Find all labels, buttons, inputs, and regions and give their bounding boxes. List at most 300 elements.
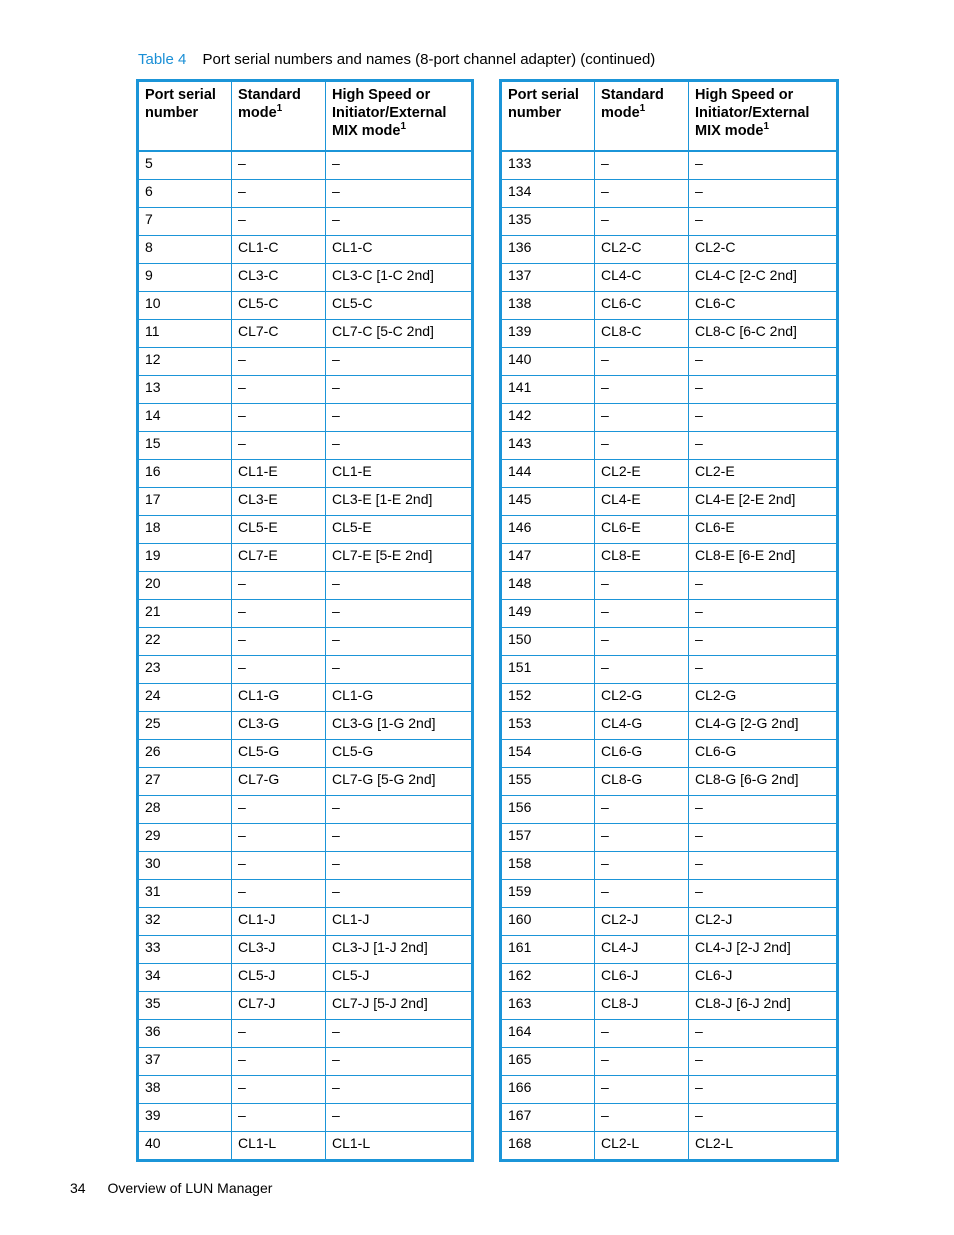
- cell-standard-mode: –: [595, 796, 689, 824]
- cell-high-speed-mode: CL2-L: [689, 1132, 838, 1161]
- cell-standard-mode: –: [232, 1104, 326, 1132]
- table-row: [138, 824, 473, 852]
- table-row: [138, 151, 473, 180]
- table-row: [138, 1076, 473, 1104]
- cell-port-serial: 136: [501, 236, 595, 264]
- table-row: [138, 656, 473, 684]
- cell-standard-mode: CL2-J: [595, 908, 689, 936]
- cell-port-serial: 149: [501, 600, 595, 628]
- cell-high-speed-mode: –: [689, 208, 838, 236]
- cell-high-speed-mode: –: [326, 796, 473, 824]
- table-row: [501, 544, 838, 572]
- cell-port-serial: 153: [501, 712, 595, 740]
- table-row: [138, 320, 473, 348]
- cell-port-serial: 168: [501, 1132, 595, 1161]
- table-row: [501, 1020, 838, 1048]
- table-row: [501, 684, 838, 712]
- table-row: [501, 348, 838, 376]
- cell-port-serial: 33: [138, 936, 232, 964]
- cell-standard-mode: –: [232, 376, 326, 404]
- cell-port-serial: 37: [138, 1048, 232, 1076]
- table-title: Port serial numbers and names (8-port channel adapter) (continued): [202, 51, 656, 68]
- cell-high-speed-mode: –: [326, 656, 473, 684]
- cell-standard-mode: CL7-E: [232, 544, 326, 572]
- header-port-serial: Port serial number: [138, 81, 232, 152]
- cell-high-speed-mode: –: [326, 180, 473, 208]
- header-standard-mode: Standard mode$^1$: [232, 81, 326, 152]
- cell-high-speed-mode: –: [689, 880, 838, 908]
- table-row: [501, 712, 838, 740]
- table-row: [138, 292, 473, 320]
- table-row: [138, 992, 473, 1020]
- cell-standard-mode: –: [595, 880, 689, 908]
- header-row: [501, 81, 838, 152]
- cell-standard-mode: –: [232, 628, 326, 656]
- cell-standard-mode: –: [232, 404, 326, 432]
- cell-port-serial: 137: [501, 264, 595, 292]
- cell-standard-mode: –: [595, 824, 689, 852]
- cell-standard-mode: –: [595, 600, 689, 628]
- table-row: [138, 180, 473, 208]
- cell-high-speed-mode: CL4-C [2-C 2nd]: [689, 264, 838, 292]
- table-row: [501, 908, 838, 936]
- cell-port-serial: 21: [138, 600, 232, 628]
- cell-port-serial: 10: [138, 292, 232, 320]
- cell-port-serial: 143: [501, 432, 595, 460]
- cell-port-serial: 161: [501, 936, 595, 964]
- cell-port-serial: 150: [501, 628, 595, 656]
- cell-port-serial: 13: [138, 376, 232, 404]
- cell-high-speed-mode: –: [326, 852, 473, 880]
- cell-high-speed-mode: –: [326, 1104, 473, 1132]
- cell-port-serial: 34: [138, 964, 232, 992]
- cell-standard-mode: CL3-C: [232, 264, 326, 292]
- cell-standard-mode: CL6-E: [595, 516, 689, 544]
- table-row: [501, 1104, 838, 1132]
- cell-high-speed-mode: –: [689, 1104, 838, 1132]
- cell-standard-mode: –: [232, 208, 326, 236]
- cell-standard-mode: CL2-G: [595, 684, 689, 712]
- cell-high-speed-mode: CL6-G: [689, 740, 838, 768]
- cell-high-speed-mode: CL7-G [5-G 2nd]: [326, 768, 473, 796]
- cell-standard-mode: CL1-L: [232, 1132, 326, 1161]
- cell-port-serial: 29: [138, 824, 232, 852]
- table-row: [138, 768, 473, 796]
- table-row: [501, 151, 838, 180]
- cell-port-serial: 8: [138, 236, 232, 264]
- cell-port-serial: 159: [501, 880, 595, 908]
- cell-standard-mode: –: [595, 656, 689, 684]
- table-row: [138, 1020, 473, 1048]
- cell-high-speed-mode: CL8-C [6-C 2nd]: [689, 320, 838, 348]
- cell-standard-mode: –: [232, 572, 326, 600]
- table-row: [138, 600, 473, 628]
- cell-high-speed-mode: CL2-G: [689, 684, 838, 712]
- cell-high-speed-mode: CL3-C [1-C 2nd]: [326, 264, 473, 292]
- cell-high-speed-mode: –: [689, 376, 838, 404]
- table-row: [138, 1048, 473, 1076]
- cell-standard-mode: –: [595, 628, 689, 656]
- cell-port-serial: 14: [138, 404, 232, 432]
- cell-standard-mode: –: [232, 151, 326, 180]
- table-row: [138, 208, 473, 236]
- cell-port-serial: 167: [501, 1104, 595, 1132]
- cell-high-speed-mode: CL4-G [2-G 2nd]: [689, 712, 838, 740]
- cell-port-serial: 156: [501, 796, 595, 824]
- cell-port-serial: 133: [501, 151, 595, 180]
- cell-high-speed-mode: CL8-G [6-G 2nd]: [689, 768, 838, 796]
- cell-high-speed-mode: –: [689, 432, 838, 460]
- table-row: [501, 1076, 838, 1104]
- table-row: [138, 964, 473, 992]
- table-row: [138, 544, 473, 572]
- table-row: [138, 684, 473, 712]
- table-row: [501, 404, 838, 432]
- table-row: [138, 404, 473, 432]
- table-row: [138, 376, 473, 404]
- table-row: [501, 600, 838, 628]
- cell-port-serial: 27: [138, 768, 232, 796]
- table-body-right: [501, 151, 838, 1161]
- table-row: [501, 768, 838, 796]
- cell-high-speed-mode: –: [689, 1076, 838, 1104]
- cell-port-serial: 165: [501, 1048, 595, 1076]
- cell-standard-mode: CL8-E: [595, 544, 689, 572]
- cell-port-serial: 32: [138, 908, 232, 936]
- cell-high-speed-mode: CL4-E [2-E 2nd]: [689, 488, 838, 516]
- cell-standard-mode: CL4-E: [595, 488, 689, 516]
- table-row: [138, 572, 473, 600]
- cell-port-serial: 18: [138, 516, 232, 544]
- table-row: [501, 740, 838, 768]
- cell-standard-mode: –: [232, 656, 326, 684]
- cell-standard-mode: –: [595, 1104, 689, 1132]
- table-row: [138, 1104, 473, 1132]
- table-row: [501, 236, 838, 264]
- port-table-right: [499, 79, 839, 1162]
- table-row: [138, 936, 473, 964]
- cell-standard-mode: –: [595, 572, 689, 600]
- cell-port-serial: 17: [138, 488, 232, 516]
- cell-port-serial: 24: [138, 684, 232, 712]
- cell-port-serial: 7: [138, 208, 232, 236]
- cell-standard-mode: –: [232, 880, 326, 908]
- cell-high-speed-mode: –: [326, 628, 473, 656]
- table-row: [501, 516, 838, 544]
- cell-high-speed-mode: CL6-E: [689, 516, 838, 544]
- table-row: [138, 628, 473, 656]
- table-row: [138, 488, 473, 516]
- cell-high-speed-mode: CL1-C: [326, 236, 473, 264]
- cell-standard-mode: CL3-J: [232, 936, 326, 964]
- cell-port-serial: 138: [501, 292, 595, 320]
- cell-high-speed-mode: CL3-J [1-J 2nd]: [326, 936, 473, 964]
- cell-high-speed-mode: –: [689, 404, 838, 432]
- cell-high-speed-mode: –: [689, 348, 838, 376]
- cell-port-serial: 157: [501, 824, 595, 852]
- cell-high-speed-mode: –: [326, 404, 473, 432]
- cell-standard-mode: CL4-J: [595, 936, 689, 964]
- cell-port-serial: 25: [138, 712, 232, 740]
- table-row: [501, 880, 838, 908]
- header-standard-mode: Standard mode$^1$: [595, 81, 689, 152]
- cell-standard-mode: CL6-G: [595, 740, 689, 768]
- cell-high-speed-mode: –: [689, 796, 838, 824]
- cell-standard-mode: –: [232, 796, 326, 824]
- cell-standard-mode: CL1-E: [232, 460, 326, 488]
- cell-high-speed-mode: –: [326, 1076, 473, 1104]
- table-row: [138, 460, 473, 488]
- table-caption: [138, 51, 655, 68]
- cell-port-serial: 36: [138, 1020, 232, 1048]
- cell-high-speed-mode: –: [326, 348, 473, 376]
- cell-high-speed-mode: –: [326, 880, 473, 908]
- cell-standard-mode: CL7-C: [232, 320, 326, 348]
- cell-high-speed-mode: CL5-G: [326, 740, 473, 768]
- cell-port-serial: 148: [501, 572, 595, 600]
- cell-standard-mode: –: [595, 1020, 689, 1048]
- cell-port-serial: 140: [501, 348, 595, 376]
- cell-port-serial: 163: [501, 992, 595, 1020]
- cell-high-speed-mode: CL4-J [2-J 2nd]: [689, 936, 838, 964]
- cell-standard-mode: –: [232, 600, 326, 628]
- table-row: [501, 488, 838, 516]
- cell-port-serial: 141: [501, 376, 595, 404]
- cell-high-speed-mode: –: [689, 600, 838, 628]
- cell-standard-mode: –: [232, 348, 326, 376]
- table-row: [138, 516, 473, 544]
- table-row: [501, 936, 838, 964]
- cell-port-serial: 35: [138, 992, 232, 1020]
- cell-high-speed-mode: CL6-C: [689, 292, 838, 320]
- cell-port-serial: 22: [138, 628, 232, 656]
- cell-standard-mode: CL1-J: [232, 908, 326, 936]
- cell-high-speed-mode: CL8-J [6-J 2nd]: [689, 992, 838, 1020]
- cell-standard-mode: –: [232, 1076, 326, 1104]
- cell-port-serial: 38: [138, 1076, 232, 1104]
- cell-standard-mode: –: [595, 208, 689, 236]
- cell-high-speed-mode: –: [689, 824, 838, 852]
- cell-high-speed-mode: –: [326, 151, 473, 180]
- table-row: [138, 712, 473, 740]
- table-row: [138, 852, 473, 880]
- cell-standard-mode: CL7-G: [232, 768, 326, 796]
- table-row: [501, 180, 838, 208]
- cell-port-serial: 147: [501, 544, 595, 572]
- cell-high-speed-mode: –: [326, 600, 473, 628]
- table-row: [501, 628, 838, 656]
- cell-high-speed-mode: CL7-C [5-C 2nd]: [326, 320, 473, 348]
- cell-port-serial: 160: [501, 908, 595, 936]
- cell-port-serial: 142: [501, 404, 595, 432]
- table-row: [501, 292, 838, 320]
- cell-high-speed-mode: –: [326, 208, 473, 236]
- table-row: [501, 824, 838, 852]
- cell-port-serial: 6: [138, 180, 232, 208]
- port-table-left: [136, 79, 474, 1162]
- cell-port-serial: 158: [501, 852, 595, 880]
- table-row: [501, 964, 838, 992]
- cell-high-speed-mode: –: [689, 572, 838, 600]
- cell-standard-mode: CL8-G: [595, 768, 689, 796]
- cell-port-serial: 39: [138, 1104, 232, 1132]
- cell-high-speed-mode: CL5-J: [326, 964, 473, 992]
- header-high-speed-mode: High Speed or Initiator/External MIX mode$^1$: [326, 81, 473, 152]
- cell-standard-mode: –: [595, 376, 689, 404]
- cell-standard-mode: –: [232, 1020, 326, 1048]
- table-row: [138, 1132, 473, 1161]
- cell-high-speed-mode: –: [689, 656, 838, 684]
- cell-port-serial: 28: [138, 796, 232, 824]
- table-label: Table 4: [138, 51, 187, 68]
- cell-port-serial: 5: [138, 151, 232, 180]
- cell-port-serial: 162: [501, 964, 595, 992]
- cell-port-serial: 20: [138, 572, 232, 600]
- table-row: [501, 264, 838, 292]
- table-row: [501, 1048, 838, 1076]
- table-row: [138, 908, 473, 936]
- cell-standard-mode: CL6-C: [595, 292, 689, 320]
- table-row: [501, 320, 838, 348]
- cell-high-speed-mode: –: [689, 151, 838, 180]
- cell-port-serial: 154: [501, 740, 595, 768]
- table-body-left: [138, 151, 473, 1161]
- cell-high-speed-mode: CL2-C: [689, 236, 838, 264]
- page-footer: [70, 1180, 272, 1196]
- table-row: [138, 236, 473, 264]
- cell-port-serial: 146: [501, 516, 595, 544]
- table-row: [138, 740, 473, 768]
- table-row: [501, 1132, 838, 1161]
- cell-standard-mode: CL5-G: [232, 740, 326, 768]
- cell-high-speed-mode: CL5-E: [326, 516, 473, 544]
- cell-port-serial: 155: [501, 768, 595, 796]
- cell-high-speed-mode: CL7-E [5-E 2nd]: [326, 544, 473, 572]
- cell-high-speed-mode: –: [326, 572, 473, 600]
- cell-high-speed-mode: CL1-G: [326, 684, 473, 712]
- cell-high-speed-mode: CL5-C: [326, 292, 473, 320]
- cell-port-serial: 12: [138, 348, 232, 376]
- header-row: [138, 81, 473, 152]
- cell-port-serial: 11: [138, 320, 232, 348]
- cell-standard-mode: –: [595, 151, 689, 180]
- cell-standard-mode: CL4-G: [595, 712, 689, 740]
- cell-high-speed-mode: –: [689, 1048, 838, 1076]
- cell-standard-mode: –: [595, 348, 689, 376]
- header-high-speed-mode: High Speed or Initiator/External MIX mode$^1$: [689, 81, 838, 152]
- cell-high-speed-mode: CL3-E [1-E 2nd]: [326, 488, 473, 516]
- cell-standard-mode: CL3-G: [232, 712, 326, 740]
- cell-standard-mode: –: [595, 180, 689, 208]
- cell-standard-mode: CL8-J: [595, 992, 689, 1020]
- table-row: [138, 348, 473, 376]
- cell-high-speed-mode: CL8-E [6-E 2nd]: [689, 544, 838, 572]
- cell-standard-mode: CL2-E: [595, 460, 689, 488]
- table-row: [138, 264, 473, 292]
- cell-standard-mode: –: [232, 180, 326, 208]
- cell-standard-mode: CL5-C: [232, 292, 326, 320]
- cell-standard-mode: –: [595, 432, 689, 460]
- cell-standard-mode: CL6-J: [595, 964, 689, 992]
- cell-standard-mode: –: [595, 852, 689, 880]
- cell-high-speed-mode: CL2-E: [689, 460, 838, 488]
- cell-high-speed-mode: –: [326, 1048, 473, 1076]
- cell-standard-mode: CL2-L: [595, 1132, 689, 1161]
- table-row: [501, 376, 838, 404]
- cell-port-serial: 15: [138, 432, 232, 460]
- cell-high-speed-mode: CL1-E: [326, 460, 473, 488]
- cell-port-serial: 145: [501, 488, 595, 516]
- cell-high-speed-mode: –: [326, 1020, 473, 1048]
- cell-standard-mode: CL4-C: [595, 264, 689, 292]
- table-row: [138, 880, 473, 908]
- table-row: [501, 852, 838, 880]
- cell-high-speed-mode: CL2-J: [689, 908, 838, 936]
- cell-standard-mode: CL3-E: [232, 488, 326, 516]
- cell-port-serial: 31: [138, 880, 232, 908]
- cell-port-serial: 134: [501, 180, 595, 208]
- cell-port-serial: 151: [501, 656, 595, 684]
- cell-standard-mode: –: [595, 1048, 689, 1076]
- cell-high-speed-mode: –: [689, 628, 838, 656]
- cell-port-serial: 16: [138, 460, 232, 488]
- cell-high-speed-mode: –: [689, 852, 838, 880]
- cell-port-serial: 30: [138, 852, 232, 880]
- cell-standard-mode: –: [232, 432, 326, 460]
- cell-standard-mode: –: [232, 852, 326, 880]
- table-row: [138, 432, 473, 460]
- cell-high-speed-mode: CL3-G [1-G 2nd]: [326, 712, 473, 740]
- cell-standard-mode: CL1-C: [232, 236, 326, 264]
- cell-high-speed-mode: CL7-J [5-J 2nd]: [326, 992, 473, 1020]
- cell-high-speed-mode: CL6-J: [689, 964, 838, 992]
- cell-high-speed-mode: CL1-L: [326, 1132, 473, 1161]
- cell-standard-mode: CL8-C: [595, 320, 689, 348]
- cell-port-serial: 166: [501, 1076, 595, 1104]
- table-row: [501, 992, 838, 1020]
- table-row: [501, 572, 838, 600]
- cell-port-serial: 9: [138, 264, 232, 292]
- cell-standard-mode: CL1-G: [232, 684, 326, 712]
- cell-high-speed-mode: –: [326, 824, 473, 852]
- page-number: 34: [70, 1180, 86, 1196]
- cell-port-serial: 152: [501, 684, 595, 712]
- cell-standard-mode: –: [595, 1076, 689, 1104]
- cell-high-speed-mode: –: [689, 180, 838, 208]
- cell-port-serial: 139: [501, 320, 595, 348]
- table-row: [138, 796, 473, 824]
- footer-section-title: Overview of LUN Manager: [107, 1180, 273, 1196]
- cell-port-serial: 135: [501, 208, 595, 236]
- cell-high-speed-mode: CL1-J: [326, 908, 473, 936]
- table-row: [501, 432, 838, 460]
- table-row: [501, 460, 838, 488]
- cell-standard-mode: CL5-E: [232, 516, 326, 544]
- cell-port-serial: 26: [138, 740, 232, 768]
- table-row: [501, 796, 838, 824]
- cell-high-speed-mode: –: [326, 432, 473, 460]
- cell-standard-mode: –: [595, 404, 689, 432]
- cell-port-serial: 164: [501, 1020, 595, 1048]
- table-row: [501, 656, 838, 684]
- cell-standard-mode: –: [232, 824, 326, 852]
- cell-high-speed-mode: –: [326, 376, 473, 404]
- cell-port-serial: 19: [138, 544, 232, 572]
- cell-standard-mode: CL5-J: [232, 964, 326, 992]
- cell-standard-mode: CL2-C: [595, 236, 689, 264]
- cell-standard-mode: –: [232, 1048, 326, 1076]
- header-port-serial: Port serial number: [501, 81, 595, 152]
